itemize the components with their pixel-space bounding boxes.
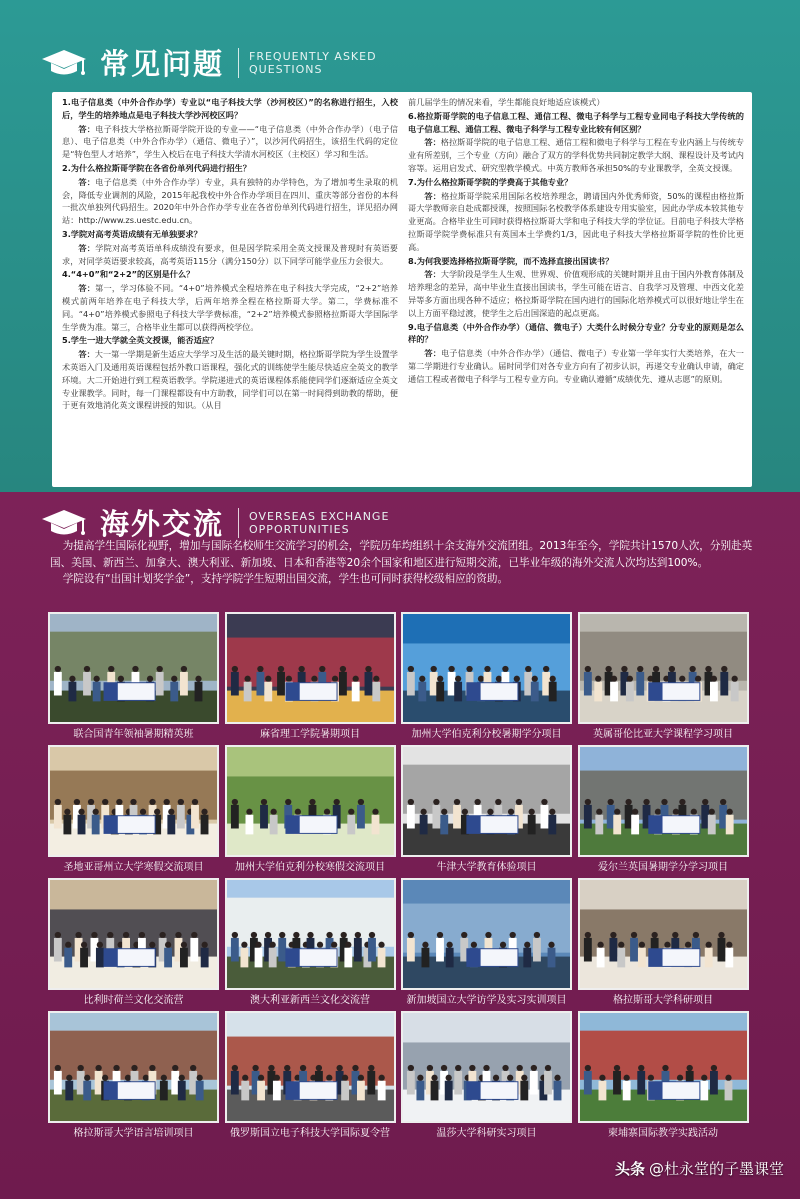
- overseas-header: [40, 502, 389, 543]
- program-card: [225, 745, 396, 878]
- faq-answer: [62, 123, 398, 161]
- faq-answer: [408, 347, 744, 385]
- program-photo: [401, 612, 572, 724]
- watermark-handle: @杜永堂的子墨课堂: [648, 1160, 784, 1178]
- graduation-cap-icon: [40, 48, 88, 78]
- program-card: [48, 1011, 219, 1144]
- answer-label: 答：: [424, 348, 441, 359]
- answer-text: 大学阶段是学生人生观、世界观、价值观形成的关键时期并且由于国内外教育体制及培养理念的差异，高中毕业生直接出国读书，学生可能在语言、自我学习及管理、中西文化差异等多方面出现各种不适应；格拉斯哥学院在国内进行的国际化培养模式可以很好地让学生在以上方面平稳过渡，使学生之后出国深造的起点更高。: [408, 269, 744, 318]
- program-card: [401, 1011, 572, 1144]
- faq-question: 4.“4+0”和“2+2”的区别是什么？: [62, 269, 195, 280]
- faq-answer: [408, 190, 744, 254]
- faq-title: 常见问题: [100, 47, 225, 81]
- program-card: [401, 878, 572, 1011]
- program-caption: 格拉斯哥大学语言培训项目: [73, 1128, 194, 1139]
- program-photo-grid: [48, 612, 758, 1144]
- program-caption: 温莎大学科研实习项目: [436, 1128, 537, 1139]
- faq-answer: [408, 136, 744, 174]
- program-card: [578, 745, 749, 878]
- faq-question: 8.为何我要选择格拉斯哥学院，而不选择直接出国读书？: [408, 255, 614, 266]
- faq-question: 1.电子信息类（中外合作办学）专业以“电子科技大学（沙河校区）”的名称进行招生，入校后，学生的培养地点是电子科技大学沙河校区吗？: [62, 97, 398, 120]
- program-photo: [225, 745, 396, 857]
- program-photo: [48, 1011, 219, 1123]
- faq-question: 7.为什么格拉斯哥学院的学费高于其他专业？: [408, 176, 573, 187]
- program-photo: [225, 1011, 396, 1123]
- program-card: [401, 745, 572, 878]
- program-caption: 新加坡国立大学访学及实习实训项目: [406, 995, 567, 1006]
- overseas-subtitle: [249, 510, 389, 536]
- faq-answer-continued: 前几届学生的情况来看，学生都能良好地适应该模式）: [408, 97, 605, 107]
- answer-label: 答：: [424, 190, 442, 201]
- watermark: [615, 1158, 784, 1179]
- faq-answer: [62, 282, 398, 333]
- program-photo: [48, 745, 219, 857]
- overseas-title: 海外交流: [100, 507, 225, 541]
- program-card: [48, 745, 219, 878]
- program-caption: 格拉斯哥大学科研项目: [613, 995, 713, 1006]
- program-photo: [48, 612, 219, 724]
- answer-text: 电子信息类（中外合作办学）专业，具有独特的办学特色，为了增加考生录取的机会，降低专业调剂的风险，2015年起我校中外合作办学项目在四川、重庆等部分省份的本科一批次单独列代码招生。2020年中外合作办学专业在各省份单列代码进行招生，详见招办网站：http://www.zs.uestc.edu.cn。: [62, 176, 398, 226]
- faq-subtitle-line2: QUESTIONS: [249, 62, 323, 76]
- answer-text: 格拉斯哥学院采用国际名校培养理念，聘请国内外优秀师资，50%的课程由格拉斯哥大学教师亲自赴成都授课，按照国际名校教学体系建设专用实验室，因此办学成本较其他专业更高。合格毕业生可同时获得格拉斯哥大学和电子科技大学的学位证。目前电子科技大学格拉斯哥学院学费标准只有英国本土学费约1/3，因此电子科技大学格拉斯哥学院的性价比更高。: [408, 190, 744, 252]
- faq-question: 9.电子信息类（中外合作办学）（通信、微电子）大类什么时候分专业？分专业的原则是怎么样的？: [408, 321, 744, 345]
- faq-question: 5.学生一进大学就全英文授课，能否适应？: [62, 335, 219, 346]
- program-card: [225, 612, 396, 745]
- answer-label: 答：: [78, 349, 95, 360]
- faq-answer: [408, 268, 744, 319]
- faq-column-left: [62, 96, 398, 483]
- program-card: [401, 612, 572, 745]
- program-caption: 牛津大学教育体验项目: [436, 862, 537, 873]
- answer-label: 答：: [424, 269, 441, 280]
- program-caption: 加州大学伯克利分校暑期学分项目: [411, 729, 562, 740]
- program-card: [578, 878, 749, 1011]
- program-photo: [401, 878, 572, 990]
- faq-section: [0, 0, 800, 492]
- program-card: [48, 612, 219, 745]
- header-divider: [238, 508, 239, 538]
- faq-subtitle: [249, 50, 377, 76]
- overseas-subtitle-line1: OVERSEAS EXCHANGE: [249, 509, 390, 523]
- program-caption: 柬埔寨国际教学实践活动: [608, 1128, 718, 1139]
- answer-label: 答：: [78, 283, 96, 294]
- program-photo: [401, 1011, 572, 1123]
- answer-label: 答：: [78, 123, 96, 134]
- faq-question: 3.学院对高考英语成绩有无单独要求？: [62, 228, 202, 239]
- program-photo: [578, 878, 749, 990]
- overseas-section: [0, 492, 800, 1199]
- intro-paragraph: 学院设有“出国计划奖学金”，支持学院学生短期出国交流，学生也可同时获得校级相应的资助。: [62, 573, 509, 585]
- program-card: [225, 1011, 396, 1144]
- program-card: [578, 1011, 749, 1144]
- program-photo: [48, 878, 219, 990]
- overseas-intro: [50, 538, 766, 588]
- program-caption: 加州大学伯克利分校寒假交流项目: [235, 862, 385, 873]
- program-photo: [225, 612, 396, 724]
- program-card: [225, 878, 396, 1011]
- answer-label: 答：: [78, 242, 96, 253]
- program-caption: 圣地亚哥州立大学寒假交流项目: [63, 862, 204, 873]
- program-caption: 英属哥伦比亚大学课程学习项目: [593, 729, 733, 740]
- program-photo: [578, 745, 749, 857]
- graduation-cap-icon: [40, 508, 88, 538]
- program-caption: 联合国青年领袖暑期精英班: [73, 729, 194, 740]
- answer-text: 电子信息类（中外合作办学）（通信、微电子）专业第一学年实行大类培养，在大一第二学期进行专业确认。届时同学们对各专业方向有了初步认识，再递交专业确认申请，确定通信工程或者微电子科学与工程专业方向。专业确认遵循“成绩优先、遵从志愿”的原则。: [408, 348, 744, 384]
- answer-text: 大一第一学期是新生适应大学学习及生活的最关键时期，格拉斯哥学院为学生设置学术英语入门及通用英语课程包括外教口语课程，强化式的训练使学生能尽快适应全英文的教学环境。大二开始进行到工程英语教学。学院递进式的英语课程体系能使同学们逐渐适应全英文专业课教学。同时，每一门课程都设有中方助教，同学们可以在第一时间得到助教的帮助，便于更有效地消化英文课程讲授的知识。（从目: [62, 349, 398, 411]
- program-photo: [225, 878, 396, 990]
- faq-panel: [52, 92, 752, 487]
- faq-answer: [62, 176, 398, 227]
- faq-question: 6.格拉斯哥学院的电子信息工程、通信工程、微电子科学与工程专业同电子科技大学传统的电子信息工程、通信工程、微电子科学与工程专业比较有何区别？: [408, 110, 744, 134]
- faq-answer: [62, 348, 398, 412]
- answer-label: 答：: [78, 176, 96, 187]
- program-caption: 俄罗斯国立电子科技大学国际夏令营: [230, 1128, 390, 1139]
- header-divider: [238, 48, 239, 78]
- program-photo: [578, 1011, 749, 1123]
- faq-subtitle-line1: FREQUENTLY ASKED: [249, 49, 377, 63]
- watermark-brand: 头条: [614, 1160, 645, 1178]
- faq-column-right: [408, 96, 744, 483]
- answer-text: 第一，学习体验不同。“4+0”培养模式全程培养在电子科技大学完成，“2+2”培养模式前两年培养在电子科技大学，后两年培养全程在格拉斯哥大学。第二，学费标准不同。“4+0”培养模式参照电子科技大学学费标准，“2+2”培养模式参照格拉斯哥大学国际学生学费为准。第三，合格毕业生都可以获得两校学位。: [62, 283, 398, 332]
- answer-text: 格拉斯哥学院的电子信息工程、通信工程和微电子科学与工程在专业内涵上与传统专业有所差别，三个专业（方向）融合了双方的学科优势共同制定教学大纲、课程设计及考试内容等。运用启发式、研究型教学模式。中英方教师各承担50%的专业课教学，全英文授课。: [408, 137, 744, 173]
- program-card: [48, 878, 219, 1011]
- intro-paragraph: 为提高学生国际化视野，增加与国际名校师生交流学习的机会，学院历年均组织十余支海外交流团组。2013年至今，学院共计1570人次，分别赴英国、美国、新西兰、加拿大、澳大利亚、新加坡、日本和香港等20余个国家和地区进行短期交流，已毕业年级的海外交流人次均达到100%。: [50, 540, 753, 569]
- program-caption: 爱尔兰英国暑期学分学习项目: [598, 862, 728, 873]
- program-card: [578, 612, 749, 745]
- answer-text: 学院对高考英语单科成绩没有要求，但是因学院采用全英文授课及普现时有英语要求，对同学英语要求较高，高考英语115分（满分150分）以下同学可能学业压力会很大。: [62, 242, 398, 266]
- program-photo: [578, 612, 749, 724]
- overseas-subtitle-line2: OPPORTUNITIES: [249, 522, 350, 536]
- faq-header: [40, 42, 377, 83]
- program-caption: 麻省理工学院暑期项目: [260, 729, 360, 740]
- answer-label: 答：: [424, 137, 441, 148]
- program-photo: [401, 745, 572, 857]
- answer-text: 电子科技大学格拉斯哥学院开设的专业——“电子信息类（中外合作办学）（电子信息）、电子信息类（中外合作办学）（通信、微电子）”，以沙河代码招生，该招生代码的定位是“特色型人才培养”，学生入校后在电子科技大学清水河校区（主校区）学习和生活。: [62, 123, 398, 160]
- faq-question: 2.为什么格拉斯哥学院在各省份单列代码进行招生？: [62, 162, 251, 173]
- program-caption: 澳大利亚新西兰文化交流营: [250, 995, 370, 1006]
- faq-answer: [62, 242, 398, 268]
- program-caption: 比利时荷兰文化交流营: [83, 995, 184, 1006]
